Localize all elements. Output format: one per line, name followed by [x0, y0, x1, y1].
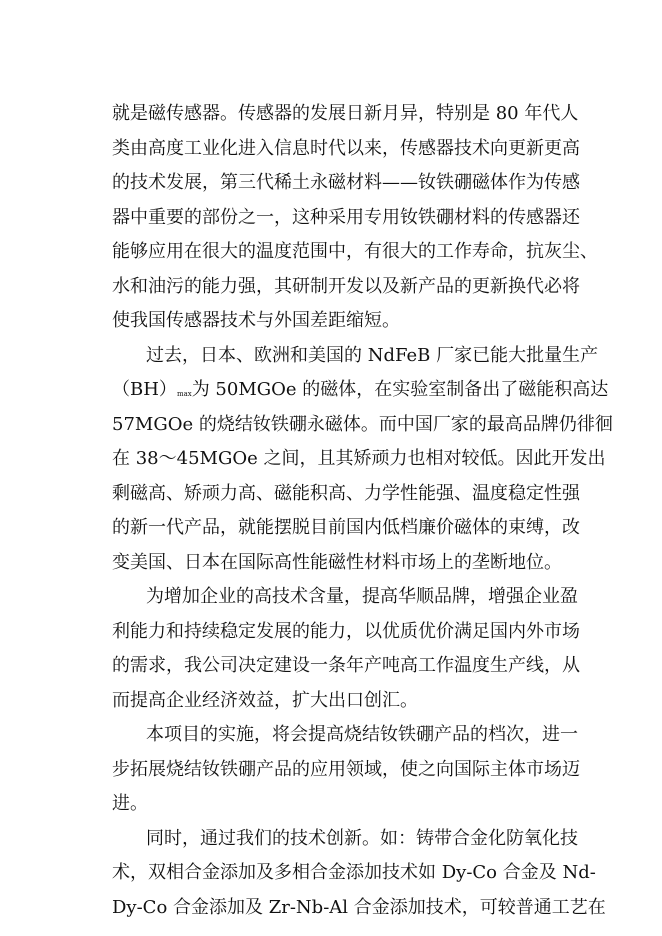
paragraph-line: 进。: [112, 793, 148, 814]
paragraph-line: 的技术发展，第三代稀土永磁材料——钕铁硼磁体作为传感: [112, 172, 580, 193]
paragraph-line-with-subscript: [112, 373, 609, 408]
paragraph-line: 的需求，我公司决定建设一条年产吨高工作温度生产线，从: [112, 655, 580, 676]
paragraph-first-line: 本项目的实施，将会提高烧结钕铁硼产品的档次，进一: [146, 724, 578, 745]
paragraph-first-line: 为增加企业的高技术含量，提高华顺品牌，增强企业盈: [146, 586, 578, 607]
paragraph-line: 器中重要的部份之一，这种采用专用钕铁硼材料的传感器还: [112, 206, 580, 228]
paragraph-line: 而提高企业经济效益，扩大出口创汇。: [112, 689, 418, 711]
paragraph-line: 能够应用在很大的温度范围中，有很大的工作寿命，抗灰尘、: [112, 241, 598, 262]
paragraph-line: 术，双相合金添加及多相合金添加技术如 Dy-Co 合金及 Nd-: [112, 862, 596, 883]
paragraph-line: 剩磁高、矫顽力高、磁能积高、力学性能强、温度稳定性强: [112, 482, 580, 504]
paragraph-first-line: 过去，日本、欧洲和美国的 NdFeB 厂家已能大批量生产: [146, 344, 599, 366]
paragraph-line: 就是磁传感器。传感器的发展日新月异，特别是 80 年代人: [112, 103, 579, 124]
line-text-before-subscript: （BH）: [112, 379, 177, 400]
paragraph-line: Dy-Co 合金添加及 Zr-Nb-Al 合金添加技术，可较普通工艺在: [112, 896, 606, 918]
paragraph-line: 类由高度工业化进入信息时代以来，传感器技术向更新更高: [112, 137, 580, 159]
paragraph-first-line: 同时，通过我们的技术创新。如：铸带合金化防氧化技: [146, 827, 578, 849]
paragraph-line: 在 38～45MGOe 之间，且其矫顽力也相对较低。因此开发出: [112, 448, 606, 469]
document-body: [112, 97, 613, 925]
paragraph-line: 利能力和持续稳定发展的能力，以优质优价满足国内外市场: [112, 620, 580, 642]
line-text-after-subscript: 为 50MGOe 的磁体，在实验室制备出了磁能积高达: [191, 379, 609, 400]
paragraph-line: 57MGOe 的烧结钕铁硼永磁体。而中国厂家的最高品牌仍徘徊: [112, 413, 613, 435]
paragraph-line: 变美国、日本在国际高性能磁性材料市场上的垄断地位。: [112, 551, 562, 573]
paragraph-line: 的新一代产品，就能摆脱目前国内低档廉价磁体的束缚，改: [112, 517, 580, 538]
paragraph-line: 步拓展烧结钕铁硼产品的应用领域，使之向国际主体市场迈: [112, 758, 580, 780]
paragraph-line: 使我国传感器技术与外国差距缩短。: [112, 310, 400, 331]
paragraph-line: 水和油污的能力强，其研制开发以及新产品的更新换代必将: [112, 275, 580, 297]
bh-max-subscript: max: [176, 390, 192, 398]
